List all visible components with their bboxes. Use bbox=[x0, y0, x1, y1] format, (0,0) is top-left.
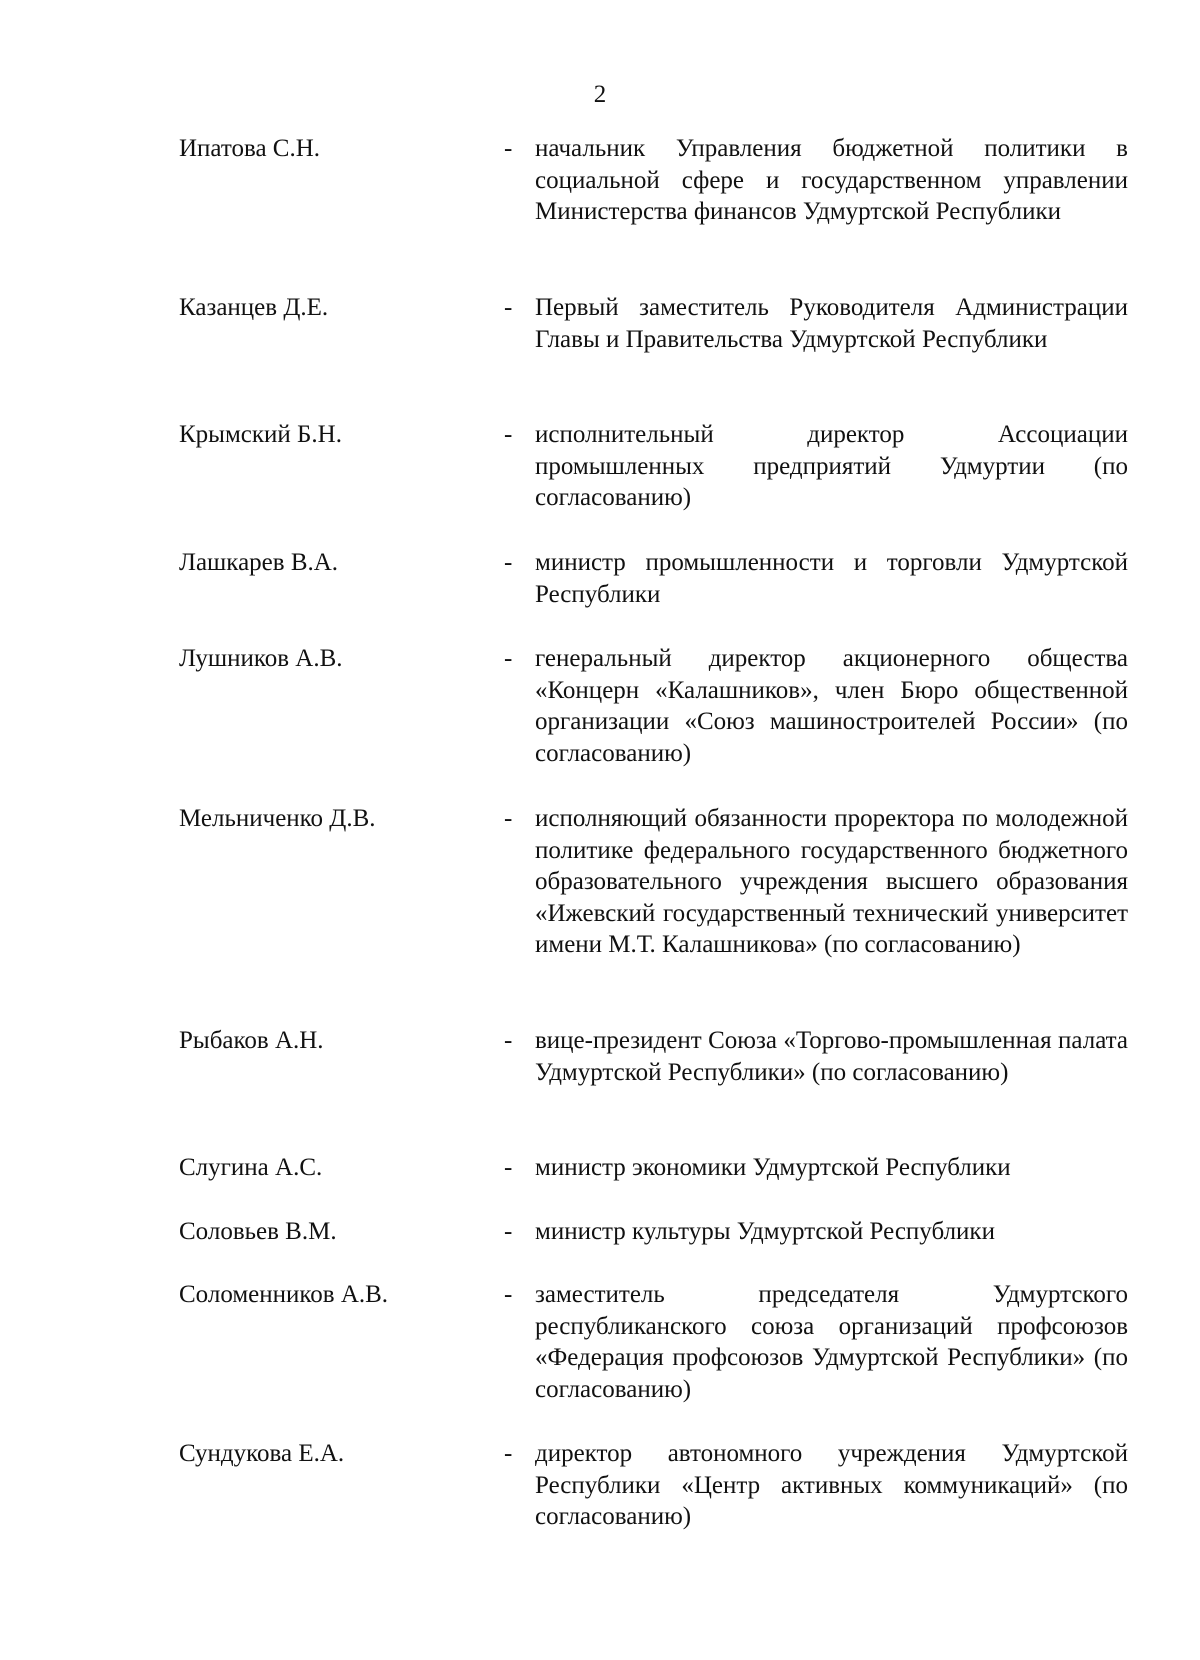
separator-dash: - bbox=[504, 294, 513, 321]
member-name: Крымский Б.Н. bbox=[179, 421, 342, 448]
member-position: министр экономики Удмуртской Республики bbox=[535, 1154, 1011, 1181]
member-name: Ипатова С.Н. bbox=[179, 135, 321, 162]
member-position: генеральный директор акционерного общества «Концерн «Калашников», член Бюро общественной организации «Союз машиностроителей России» (по согласованию) bbox=[535, 645, 1128, 767]
separator-dash: - bbox=[504, 805, 513, 832]
member-position: директор автономного учреждения Удмуртской Республики «Центр активных коммуникаций» (по согласованию) bbox=[535, 1440, 1128, 1530]
member-position: исполняющий обязанности проректора по молодежной политике федерального государственного бюджетного образовательного учреждения высшего образования «Ижевский государственный технический университет имени М.Т. Калашникова» (по согласованию) bbox=[535, 805, 1128, 958]
separator-dash: - bbox=[504, 1281, 513, 1308]
member-name: Слугина А.С. bbox=[179, 1154, 323, 1181]
separator-dash: - bbox=[504, 421, 513, 448]
member-position: министр культуры Удмуртской Республики bbox=[535, 1218, 995, 1245]
member-name: Лушников А.В. bbox=[179, 645, 343, 672]
separator-dash: - bbox=[504, 1218, 513, 1245]
separator-dash: - bbox=[504, 1440, 513, 1467]
member-position: вице-президент Союза «Торгово-промышленная палата Удмуртской Республики» (по согласованию) bbox=[535, 1027, 1128, 1086]
member-position: заместитель председателя Удмуртского республиканского союза организаций профсоюзов «Федерация профсоюзов Удмуртской Республики» (по согласованию) bbox=[535, 1281, 1128, 1403]
member-name: Лашкарев В.А. bbox=[179, 549, 339, 576]
page-number: 2 bbox=[593, 81, 607, 108]
separator-dash: - bbox=[504, 549, 513, 576]
member-position: начальник Управления бюджетной политики в социальной сфере и государственном управлении Министерства финансов Удмуртской Республики bbox=[535, 135, 1128, 225]
member-name: Соломенников А.В. bbox=[179, 1281, 389, 1308]
separator-dash: - bbox=[504, 135, 513, 162]
member-name: Казанцев Д.Е. bbox=[179, 294, 329, 321]
member-name: Мельниченко Д.В. bbox=[179, 805, 376, 832]
separator-dash: - bbox=[504, 645, 513, 672]
member-position: министр промышленности и торговли Удмуртской Республики bbox=[535, 549, 1128, 608]
member-name: Соловьев В.М. bbox=[179, 1218, 337, 1245]
separator-dash: - bbox=[504, 1027, 513, 1054]
member-position: Первый заместитель Руководителя Администрации Главы и Правительства Удмуртской Республики bbox=[535, 294, 1128, 353]
member-position: исполнительный директор Ассоциации промышленных предприятий Удмуртии (по согласованию) bbox=[535, 421, 1128, 511]
separator-dash: - bbox=[504, 1154, 513, 1181]
member-name: Рыбаков А.Н. bbox=[179, 1027, 324, 1054]
member-name: Сундукова Е.А. bbox=[179, 1440, 345, 1467]
